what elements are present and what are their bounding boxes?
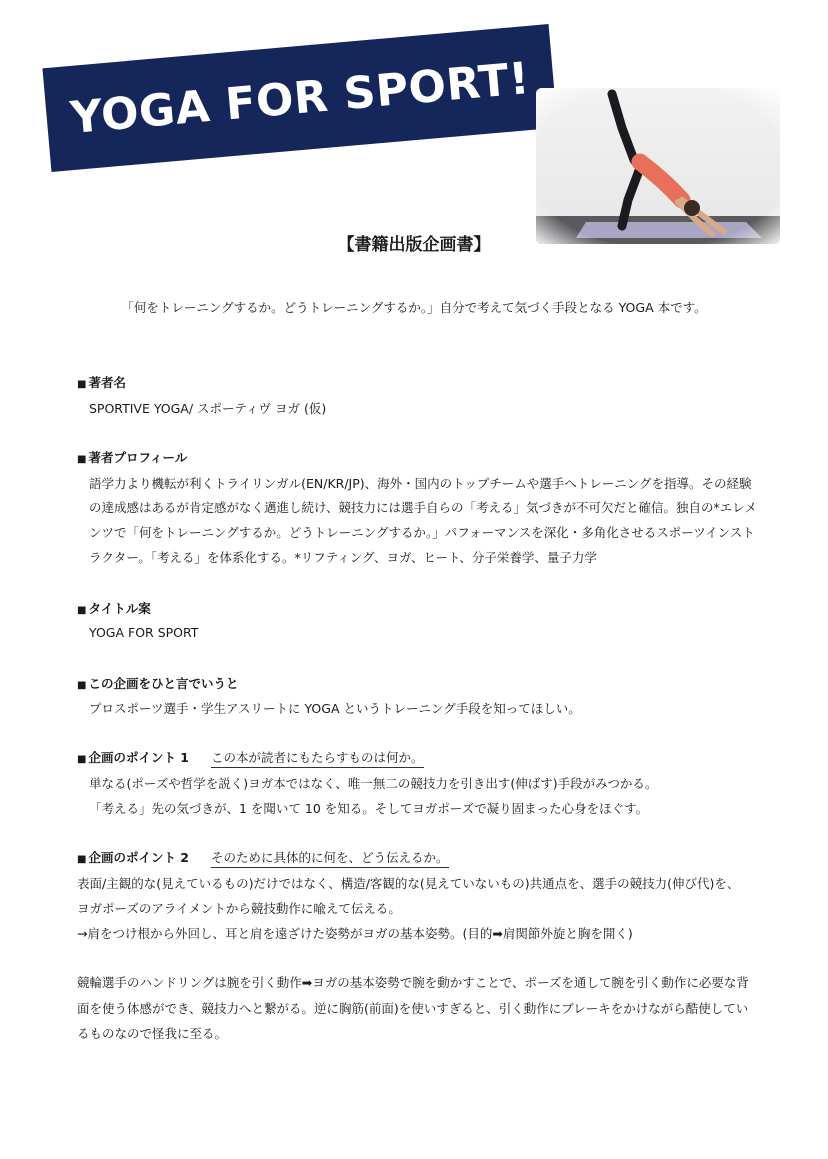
point1-line: 単なる(ポーズや哲学を説く)ヨガ本ではなく、唯一無二の競技力を引き出す(伸ばす)手段がみつかる。 (89, 776, 658, 791)
point2-line: →肩をつけ根から外回し、耳と肩を遠ざけた姿勢がヨガの基本姿勢。(目的➡肩関節外旋と胸を開く) (77, 926, 633, 941)
profile-line: ラクター。「考える」を体系化する。*リフティング、ヨガ、ヒート、分子栄養学、量子力学 (89, 550, 597, 565)
section-title-profile: ■ 著者プロフィール (77, 450, 188, 465)
point1-subtitle: この本が読者にもたらすものは何か。 (211, 748, 424, 768)
yoga-pose-photo (536, 88, 780, 244)
tagline: 「何をトレーニングするか。どうトレーニングするか。」自分で考えて気づく手段となる YOGA 本です。 (121, 300, 707, 315)
point2-line: ヨガポーズのアライメントから競技動作に喩えて伝える。 (77, 901, 401, 916)
section-title-point1: ■ 企画のポイント 1 (77, 750, 190, 765)
section-title-title-idea: ■ タイトル案 (77, 601, 151, 616)
point2-line: 表面/主観的な(見えているもの)だけではなく、構造/客観的な(見えていないもの)共通点を、選手の競技力(伸び代)を、 (77, 876, 740, 891)
section-title-point2: ■ 企画のポイント 2 (77, 850, 190, 865)
title-banner (42, 24, 557, 172)
title-idea-line: YOGA FOR SPORT (89, 625, 199, 640)
closing-line: 面を使う体感ができ、競技力へと繋がる。逆に胸筋(前面)を使いすぎると、引く動作にブレーキをかけながら酷使してい (77, 1001, 749, 1016)
profile-line: の達成感はあるが肯定感がなく邁進し続け、競技力には選手自らの「考える」気づきが不可欠だと確信。独自の*エレメ (89, 500, 757, 515)
document-heading: 【書籍出版企画書】 (337, 235, 491, 255)
section-title-one-phrase: ■ この企画をひと言でいうと (77, 676, 239, 691)
closing-line: るものなので怪我に至る。 (77, 1026, 228, 1041)
profile-line: 語学力より機転が利くトライリンガル(EN/KR/JP)、海外・国内のトップチームや選手へトレーニングを指導。その経験 (89, 476, 752, 491)
point1-line: 「考える」先の気づきが、1 を聞いて 10 を知る。そしてヨガポーズで凝り固まった心身をほぐす。 (89, 801, 649, 816)
section-title-author: ■ 著者名 (77, 375, 126, 390)
one-phrase-line: プロスポーツ選手・学生アスリートに YOGA というトレーニング手段を知ってほしい。 (89, 701, 581, 716)
yoga-pose-illustration (536, 88, 780, 244)
author-line: SPORTIVE YOGA/ スポーティヴ ヨガ (仮) (89, 401, 327, 416)
closing-line: 競輪選手のハンドリングは腕を引く動作➡ヨガの基本姿勢で腕を動かすことで、ポーズを通して腕を引く動作に必要な背 (77, 975, 749, 990)
point2-subtitle: そのために具体的に何を、どう伝えるか。 (211, 848, 449, 868)
profile-line: ンツで「何をトレーニングするか。どうトレーニングするか。」パフォーマンスを深化・多角化させるスポーツインスト (89, 525, 755, 540)
banner-title: YOGA FOR SPORT! (68, 52, 532, 144)
